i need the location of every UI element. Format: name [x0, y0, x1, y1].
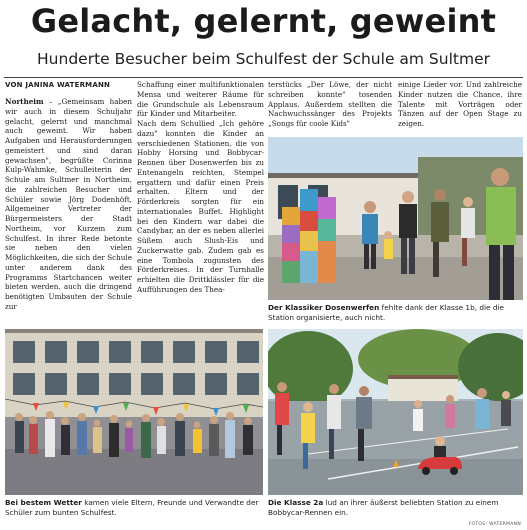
column-4-text: einige Lieder vor. Und zahlreiche Kinder nutzen die Chance, ihre Talente mit Vorträgen oder Tänzen auf der Open Stage zu zeigen.: [398, 80, 522, 128]
caption-text: kamen viele Eltern, Freunde und Verwandte der Schüler zum bunten Schulfest.: [5, 498, 259, 517]
header-rule: [4, 77, 523, 78]
column-2-text: Schaffung einer multifunktionalen Mensa und weiterer Räume für die Grundschule als Lebensraum für Kinder und Mitarbeiter. Nach dem Schullied „Ich gehöre dazu" konnten die Kinder an verschiedenen Stationen, die von Hobby Horsing und Bobbycar-Rennen über Dosenwerfen bis zu Entenangeln reichten, Stempel ergattern und dafür einen Preis erhalten. Eltern und der Förderkreis sorgten für ein internationales Buffet. Highlight bei den Kindern war dabei die Candybar, an der es neben allerlei Süßem auch Slush-Eis und Zuckerwatte gab. Zudem gab es eine Tombola zugunsten des Förderkreises. In der Turnhalle erhielten die Drittklässler für die Aufführungen des Thea-: [137, 80, 264, 294]
caption-text: lud an ihrer äußerst beliebten Station zu einem Bobbycar-Rennen ein.: [268, 498, 499, 517]
caption-text: fehlte dank der Klasse 1b, die die Station organisierte, auch nicht.: [268, 303, 504, 322]
column-1-text: – „Gemeinsam haben wir auch in diesem Schuljahr gelacht, gelernt und manchmal auch geweint. Wir haben Aufgaben und Herausforderungen gemeistert und sind daran gewachsen", begrüßte Corinna Kulp-Wahmke, Schulleiterin der Schule am Sultmer in Northeim, die zahlreichen Besucher und Schüler sowie Jörg Dodenhöft, Allgemeiner Vertreter der Bürgermeisters der Stadt Northeim, vor Kurzem zum Schulfest. In ihrer Rede betonte sie neben den vielen Möglichkeiten, die sich der Schule unter anderem dank des Programms Startchancen weiter bieten werden, auch die dringend benötigten Umbauten der Schule zur: [5, 97, 132, 311]
photo-credit: FOTOS: WATERMANN: [468, 522, 521, 527]
headline: Gelacht, gelernt, geweint: [30, 2, 497, 40]
dateline: Northeim: [5, 97, 44, 106]
article-column-4: [398, 80, 522, 132]
byline: VON JANINA WATERMANN: [5, 81, 111, 89]
caption-lead: Die Klasse 2a: [268, 498, 324, 507]
caption-lead: Der Klassiker Dosenwerfen: [268, 303, 380, 312]
caption-schulhof: [5, 498, 263, 517]
article-column-2: [137, 80, 264, 323]
photo-bobbycar: [268, 329, 523, 495]
caption-dosenwerfen: [268, 303, 523, 322]
caption-lead: Bei bestem Wetter: [5, 498, 82, 507]
column-3-text: terstücks „Der Löwe, der nicht schreiben konnte" tosenden Applaus. Außerdem stellten die Nachwuchssänger des Projekts „Songs für coole Kids": [268, 80, 392, 128]
photo-dosenwerfen: [268, 137, 523, 300]
subheadline: Hunderte Besucher beim Schulfest der Schule am Sultmer: [37, 50, 490, 68]
article-column-1: [5, 97, 132, 323]
photo-schulhof: [5, 329, 263, 495]
caption-bobbycar: [268, 498, 523, 517]
article-column-3: [268, 80, 392, 132]
